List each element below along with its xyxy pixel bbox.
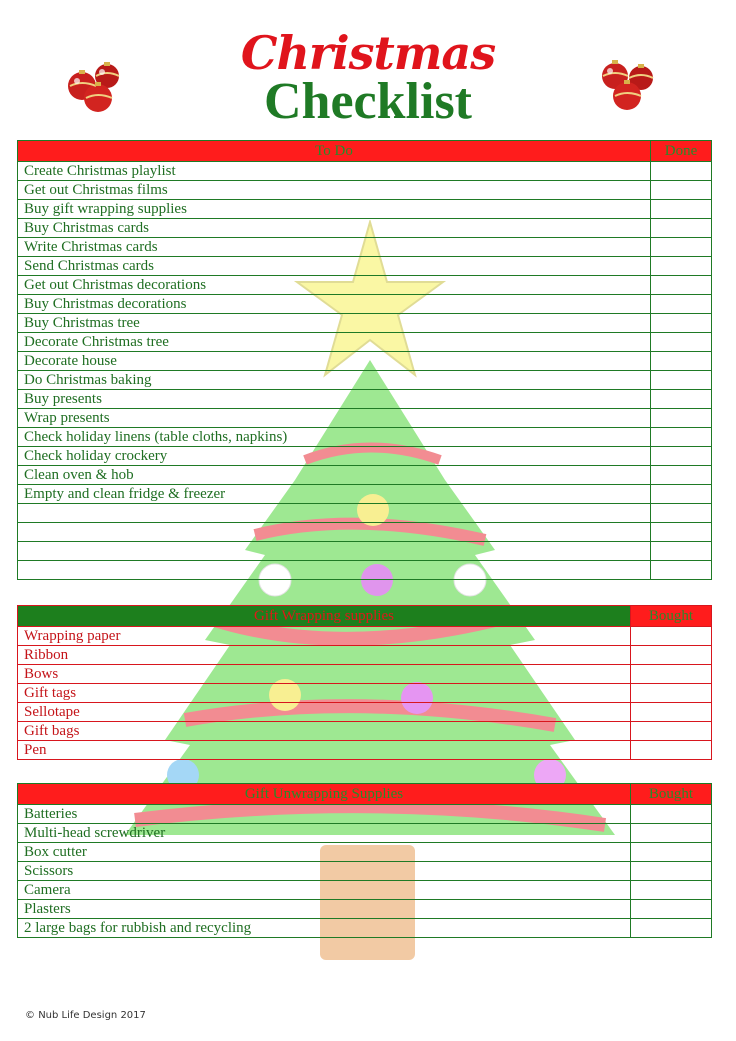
checklist-item-label: Ribbon <box>18 646 631 665</box>
checklist-tick-cell[interactable] <box>651 314 712 333</box>
checklist-tick-cell[interactable] <box>651 200 712 219</box>
checklist-tick-cell[interactable] <box>631 665 712 684</box>
checklist-item-label: Create Christmas playlist <box>18 162 651 181</box>
checklist-tick-cell[interactable] <box>631 843 712 862</box>
checklist-tick-cell[interactable] <box>631 919 712 938</box>
checklist-row <box>18 447 712 466</box>
todo-table <box>17 140 712 580</box>
checklist-item-label: Gift tags <box>18 684 631 703</box>
checklist-row <box>18 200 712 219</box>
title-checklist: Checklist <box>264 73 472 130</box>
checklist-tick-cell[interactable] <box>651 523 712 542</box>
checklist-row <box>18 257 712 276</box>
checklist-row <box>18 162 712 181</box>
checklist-row <box>18 646 712 665</box>
checklist-tick-cell[interactable] <box>651 238 712 257</box>
checklist-tick-cell[interactable] <box>651 162 712 181</box>
checklist-tick-cell[interactable] <box>651 409 712 428</box>
checklist-tick-cell[interactable] <box>651 181 712 200</box>
checklist-item-label: Check holiday linens (table cloths, napkins) <box>18 428 651 447</box>
checklist-item-label: Wrapping paper <box>18 627 631 646</box>
checklist-row <box>18 684 712 703</box>
wrapping-bought-header: Bought <box>631 606 712 627</box>
checklist-row <box>18 371 712 390</box>
gift-unwrapping-header: Gift Unwrapping Supplies <box>18 784 631 805</box>
checklist-item-label: Wrap presents <box>18 409 651 428</box>
checklist-tick-cell[interactable] <box>631 741 712 760</box>
gift-wrapping-table <box>17 605 712 760</box>
checklist-row <box>18 741 712 760</box>
checklist-row <box>18 919 712 938</box>
checklist-item-label: Decorate house <box>18 352 651 371</box>
done-header: Done <box>651 141 712 162</box>
title-christmas: Christmas <box>240 26 496 80</box>
checklist-row <box>18 295 712 314</box>
checklist-row <box>18 523 712 542</box>
checklist-row <box>18 504 712 523</box>
checklist-row <box>18 219 712 238</box>
checklist-item-label: Scissors <box>18 862 631 881</box>
checklist-item-label: Pen <box>18 741 631 760</box>
checklist-item-label: Send Christmas cards <box>18 257 651 276</box>
checklist-row <box>18 390 712 409</box>
checklist-tick-cell[interactable] <box>651 466 712 485</box>
checklist-tick-cell[interactable] <box>631 900 712 919</box>
checklist-tick-cell[interactable] <box>631 627 712 646</box>
checklist-tick-cell[interactable] <box>651 257 712 276</box>
checklist-tick-cell[interactable] <box>651 504 712 523</box>
checklist-tick-cell[interactable] <box>651 428 712 447</box>
copyright-footer <box>25 1010 146 1021</box>
checklist-item-label: Plasters <box>18 900 631 919</box>
checklist-item-label <box>18 523 651 542</box>
checklist-tick-cell[interactable] <box>651 485 712 504</box>
checklist-row <box>18 181 712 200</box>
checklist-row <box>18 900 712 919</box>
checklist-row <box>18 352 712 371</box>
checklist-row <box>18 485 712 504</box>
checklist-row <box>18 805 712 824</box>
checklist-tick-cell[interactable] <box>651 371 712 390</box>
checklist-item-label: Empty and clean fridge & freezer <box>18 485 651 504</box>
gift-unwrapping-table <box>17 783 712 938</box>
checklist-row <box>18 333 712 352</box>
checklist-tick-cell[interactable] <box>651 276 712 295</box>
checklist-tick-cell[interactable] <box>631 862 712 881</box>
checklist-tick-cell[interactable] <box>651 295 712 314</box>
checklist-tick-cell[interactable] <box>651 390 712 409</box>
checklist-row <box>18 824 712 843</box>
checklist-tick-cell[interactable] <box>651 219 712 238</box>
checklist-tick-cell[interactable] <box>631 703 712 722</box>
checklist-item-label: Sellotape <box>18 703 631 722</box>
copyright-text: Nub Life Design 2017 <box>38 1010 146 1021</box>
checklist-row <box>18 627 712 646</box>
todo-header: To Do <box>18 141 651 162</box>
gift-wrapping-header-row <box>18 606 712 627</box>
checklist-item-label: Bows <box>18 665 631 684</box>
checklist-item-label: Write Christmas cards <box>18 238 651 257</box>
todo-header-row <box>18 141 712 162</box>
checklist-item-label: Camera <box>18 881 631 900</box>
checklist-item-label: Get out Christmas films <box>18 181 651 200</box>
checklist-item-label: Box cutter <box>18 843 631 862</box>
checklist-tick-cell[interactable] <box>651 542 712 561</box>
checklist-item-label: Buy Christmas decorations <box>18 295 651 314</box>
checklist-item-label: Multi-head screwdriver <box>18 824 631 843</box>
checklist-item-label <box>18 504 651 523</box>
checklist-tick-cell[interactable] <box>631 805 712 824</box>
checklist-tick-cell[interactable] <box>631 684 712 703</box>
checklist-row <box>18 409 712 428</box>
checklist-tick-cell[interactable] <box>631 722 712 741</box>
checklist-row <box>18 703 712 722</box>
checklist-item-label <box>18 561 651 580</box>
unwrapping-bought-header: Bought <box>631 784 712 805</box>
checklist-row <box>18 722 712 741</box>
checklist-item-label: Get out Christmas decorations <box>18 276 651 295</box>
checklist-tick-cell[interactable] <box>631 824 712 843</box>
copyright-icon: © <box>25 1010 35 1021</box>
checklist-row <box>18 466 712 485</box>
checklist-row <box>18 561 712 580</box>
checklist-tick-cell[interactable] <box>651 447 712 466</box>
checklist-tick-cell[interactable] <box>651 333 712 352</box>
checklist-tick-cell[interactable] <box>631 881 712 900</box>
checklist-tick-cell[interactable] <box>651 561 712 580</box>
checklist-tick-cell[interactable] <box>631 646 712 665</box>
gift-unwrapping-header-row <box>18 784 712 805</box>
checklist-item-label: Buy Christmas cards <box>18 219 651 238</box>
checklist-item-label: Clean oven & hob <box>18 466 651 485</box>
checklist-item-label <box>18 542 651 561</box>
checklist-row <box>18 862 712 881</box>
checklist-item-label: Buy presents <box>18 390 651 409</box>
checklist-item-label: Check holiday crockery <box>18 447 651 466</box>
checklist-item-label: Do Christmas baking <box>18 371 651 390</box>
checklist-row <box>18 843 712 862</box>
checklist-row <box>18 542 712 561</box>
checklist-item-label: Gift bags <box>18 722 631 741</box>
checklist-row <box>18 276 712 295</box>
checklist-row <box>18 238 712 257</box>
gift-wrapping-header: Gift Wrapping supplies <box>18 606 631 627</box>
checklist-item-label: 2 large bags for rubbish and recycling <box>18 919 631 938</box>
checklist-row <box>18 665 712 684</box>
checklist-row <box>18 881 712 900</box>
checklist-row <box>18 314 712 333</box>
checklist-item-label: Decorate Christmas tree <box>18 333 651 352</box>
checklist-item-label: Batteries <box>18 805 631 824</box>
checklist-row <box>18 428 712 447</box>
checklist-item-label: Buy Christmas tree <box>18 314 651 333</box>
checklist-tick-cell[interactable] <box>651 352 712 371</box>
checklist-item-label: Buy gift wrapping supplies <box>18 200 651 219</box>
